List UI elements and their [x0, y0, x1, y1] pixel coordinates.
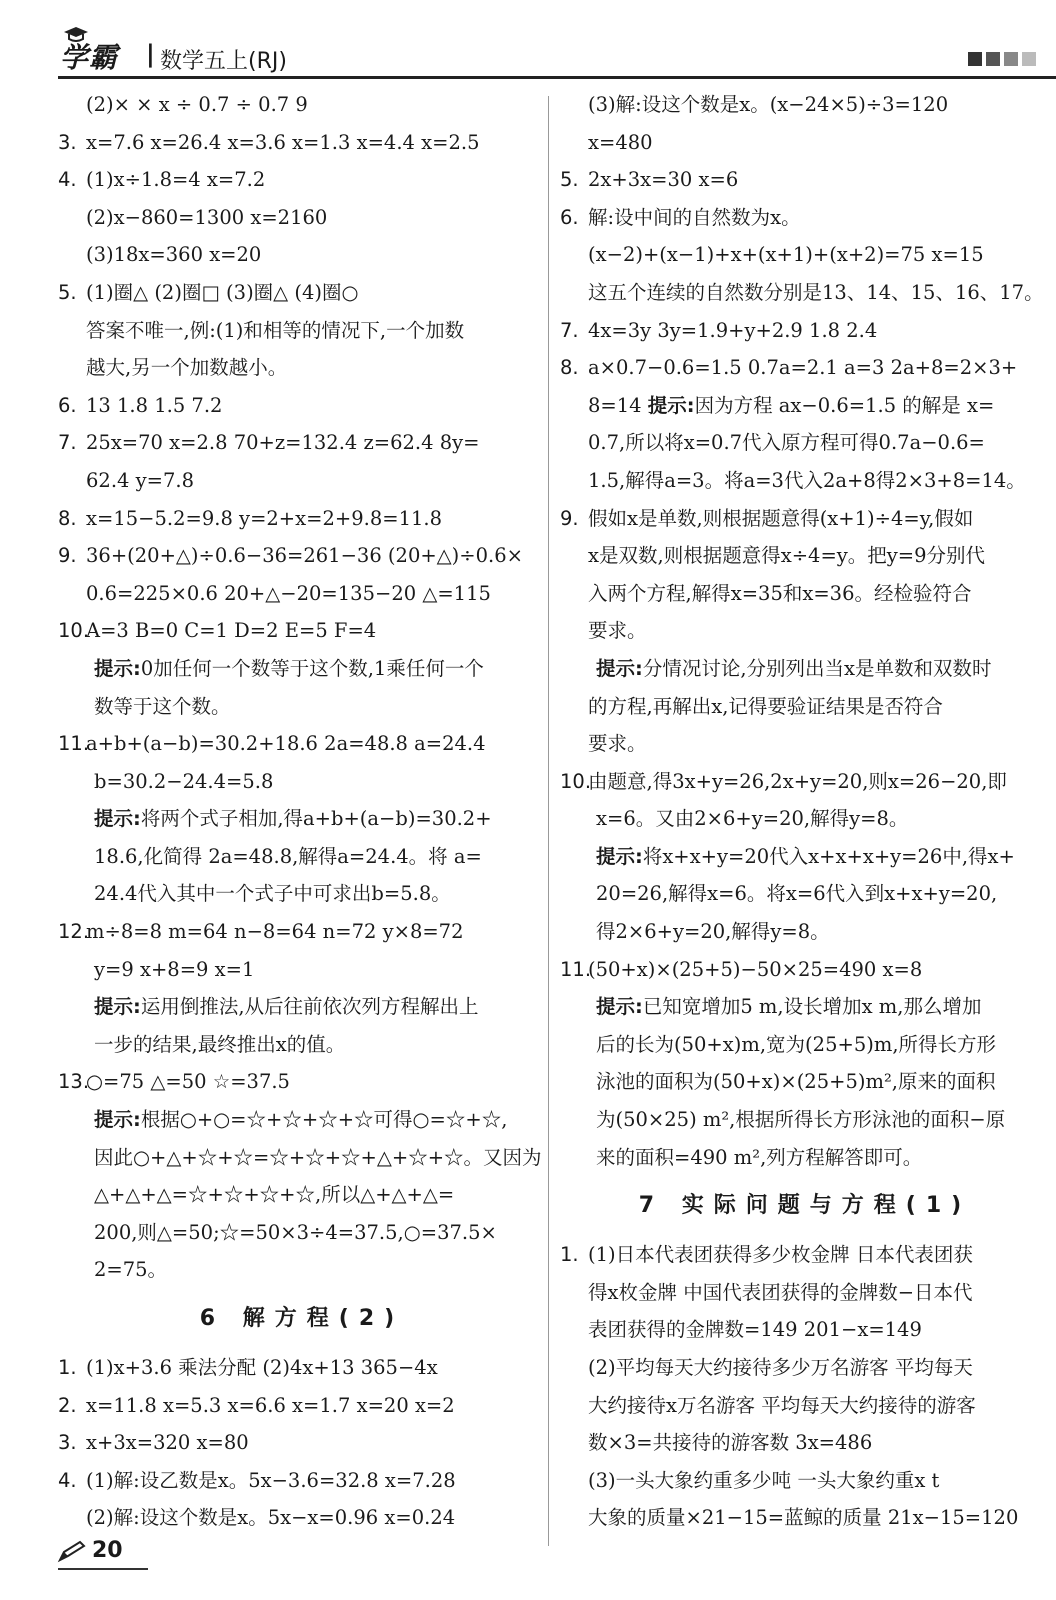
- answer-line: [58, 725, 546, 763]
- answer-line: [58, 951, 546, 989]
- answer-text: 解:设中间的自然数为x。: [588, 205, 801, 229]
- question-number: 4.: [58, 168, 77, 192]
- answer-text: 8=14: [588, 393, 648, 417]
- answer-line: [560, 1499, 1050, 1537]
- hint-label: 提示:: [596, 995, 643, 1019]
- answer-line: [58, 1176, 546, 1214]
- answer-line: [560, 312, 1050, 350]
- answer-text: (50+x)×(25+5)−50×25=490 x=8: [588, 957, 923, 981]
- answer-line: [560, 688, 1050, 726]
- question-number: 1.: [58, 1356, 77, 1379]
- answer-text: 泳池的面积为(50+x)×(25+5)m²,原来的面积: [596, 1070, 996, 1094]
- answer-text: A=3 B=0 C=1 D=2 E=5 F=4: [86, 619, 377, 643]
- answer-text: 20=26,解得x=6。将x=6代入到x+x+y=20,: [596, 882, 998, 906]
- answer-text: 62.4 y=7.8: [86, 468, 194, 492]
- answer-line: [58, 800, 546, 838]
- answer-line: [560, 1274, 1050, 1312]
- section-title: 6 解方程(2): [199, 1306, 405, 1331]
- answer-line: [58, 1424, 546, 1462]
- answer-line: [560, 1236, 1050, 1274]
- footer-rule: [58, 1568, 148, 1570]
- answer-line: [560, 951, 1050, 989]
- question-number: 8.: [560, 356, 579, 380]
- hint-text: 分情况讨论,分别列出当x是单数和双数时: [642, 656, 992, 680]
- answer-line: [58, 1387, 546, 1425]
- answer-line: [560, 236, 1050, 274]
- header-square-icon: [1022, 52, 1036, 66]
- answer-line: [560, 462, 1050, 500]
- question-number: 12.: [58, 920, 90, 944]
- hint-label: 提示:: [94, 807, 141, 831]
- answer-text: x=11.8 x=5.3 x=6.6 x=1.7 x=20 x=2: [86, 1393, 455, 1417]
- answer-text: y=9 x+8=9 x=1: [94, 957, 255, 981]
- answer-line: [560, 725, 1050, 763]
- question-number: 4.: [58, 1468, 77, 1492]
- answer-line: [58, 124, 546, 162]
- answer-text: 的方程,再解出x,记得要验证结果是否符合: [588, 694, 943, 718]
- answer-text: 答案不唯一,例:(1)和相等的情况下,一个加数: [86, 318, 465, 342]
- answer-text: 18.6,化简得 2a=48.8,解得a=24.4。将 a=: [94, 844, 482, 868]
- answer-line: [560, 537, 1050, 575]
- answer-line: [58, 236, 546, 274]
- answer-text: 越大,另一个加数越小。: [86, 356, 288, 380]
- brand-logo: 学霸: [60, 41, 119, 74]
- question-number: 8.: [58, 506, 77, 530]
- answer-text: (2)x−860=1300 x=2160: [86, 205, 328, 229]
- answer-text: 表团获得的金牌数=149 201−x=149: [588, 1318, 922, 1342]
- answer-line: [58, 988, 546, 1026]
- answer-text: △+△+△=☆+☆+☆+☆,所以△+△+△=: [94, 1183, 455, 1207]
- answer-text: x=15−5.2=9.8 y=2+x=2+9.8=11.8: [86, 506, 442, 530]
- pencil-icon: [56, 1540, 88, 1564]
- question-number: 9.: [58, 544, 77, 568]
- right-column: [560, 86, 1050, 1537]
- hint-text: 因为方程 ax−0.6=1.5 的解是 x=: [694, 393, 995, 417]
- answer-text: 为(50×25) m²,根据所得长方形泳池的面积−原: [596, 1108, 1006, 1132]
- answer-line: [58, 575, 546, 613]
- answer-line: [58, 1251, 546, 1289]
- answer-line: [58, 612, 546, 650]
- question-number: 11.: [560, 957, 592, 981]
- answer-text: 要求。: [588, 732, 647, 756]
- answer-text: (3)一头大象约重多少吨 一头大象约重x t: [588, 1468, 940, 1492]
- header-separator: |: [146, 40, 155, 68]
- answer-text: 大象的质量×21−15=蓝鲸的质量 21x−15=120: [588, 1506, 1019, 1530]
- answer-line: [560, 575, 1050, 613]
- answer-text: 36+(20+△)÷0.6−36=261−36 (20+△)÷0.6×: [86, 544, 523, 568]
- hint-label: 提示:: [647, 393, 695, 417]
- answer-text: 数×3=共接待的游客数 3x=486: [588, 1431, 873, 1455]
- answer-line: [560, 838, 1050, 876]
- answer-text: 得x枚金牌 中国代表团获得的金牌数−日本代: [588, 1280, 973, 1304]
- answer-text: (1)圈△ (2)圈□ (3)圈△ (4)圈○: [86, 280, 359, 304]
- answer-text: 得2×6+y=20,解得y=8。: [596, 920, 830, 944]
- answer-text: 1.5,解得a=3。将a=3代入2a+8得2×3+8=14。: [588, 468, 1026, 492]
- answer-line: [58, 312, 546, 350]
- answer-text: 后的长为(50+x)m,宽为(25+5)m,所得长方形: [596, 1032, 997, 1056]
- answer-line: [560, 913, 1050, 951]
- question-number: 6.: [560, 205, 579, 229]
- answer-line: [560, 988, 1050, 1026]
- answer-text: 来的面积=490 m²,列方程解答即可。: [596, 1145, 923, 1169]
- answer-line: [560, 124, 1050, 162]
- answer-text: 要求。: [588, 619, 647, 643]
- answer-line: [58, 1462, 546, 1500]
- answer-line: [560, 1026, 1050, 1064]
- answer-line: [560, 1424, 1050, 1462]
- page-number: 20: [92, 1538, 123, 1563]
- answer-text: 因此○+△+☆+☆=☆+☆+☆+△+☆+☆。又因为: [94, 1145, 542, 1169]
- answer-text: 入两个方程,解得x=35和x=36。经检验符合: [588, 581, 972, 605]
- question-number: 11.: [58, 732, 90, 756]
- answer-text: b=30.2−24.4=5.8: [94, 769, 274, 793]
- answer-text: m÷8=8 m=64 n−8=64 n=72 y×8=72: [86, 920, 464, 944]
- header-square-icon: [986, 52, 1000, 66]
- answer-line: [58, 537, 546, 575]
- answer-line: [560, 86, 1050, 124]
- answer-text: (2)解:设这个数是x。5x−x=0.96 x=0.24: [86, 1506, 456, 1530]
- answer-text: x=480: [588, 130, 653, 154]
- answer-text: (1)日本代表团获得多少枚金牌 日本代表团获: [588, 1243, 973, 1267]
- answer-text: 13 1.8 1.5 7.2: [86, 393, 223, 417]
- header-square-icon: [968, 52, 982, 66]
- question-number: 5.: [560, 168, 579, 192]
- subject-title: 数学五上(RJ): [160, 49, 287, 74]
- answer-text: ○=75 △=50 ☆=37.5: [86, 1070, 290, 1094]
- answer-line: [58, 650, 546, 688]
- answer-line: [560, 1387, 1050, 1425]
- question-number: 3.: [58, 130, 77, 154]
- answer-text: (1)x+3.6 乘法分配 (2)4x+13 365−4x: [86, 1356, 438, 1379]
- answer-line: [58, 913, 546, 951]
- hint-text: 将两个式子相加,得a+b+(a−b)=30.2+: [140, 807, 492, 831]
- question-number: 10.: [58, 619, 90, 643]
- answer-line: [58, 1026, 546, 1064]
- hint-label: 提示:: [94, 1108, 141, 1132]
- answer-text: (x−2)+(x−1)+x+(x+1)+(x+2)=75 x=15: [588, 243, 984, 267]
- question-number: 6.: [58, 393, 77, 417]
- answer-line: [58, 1063, 546, 1101]
- question-number: 7.: [58, 431, 77, 455]
- answer-text: (3)解:设这个数是x。(x−24×5)÷3=120: [588, 93, 949, 116]
- answer-line: [58, 1139, 546, 1177]
- answer-line: [58, 349, 546, 387]
- hint-text: 已知宽增加5 m,设长增加x m,那么增加: [642, 995, 982, 1019]
- answer-line: [58, 387, 546, 425]
- answer-text: 2x+3x=30 x=6: [588, 168, 739, 192]
- answer-line: [58, 86, 546, 124]
- answer-text: 25x=70 x=2.8 70+z=132.4 z=62.4 8y=: [86, 431, 480, 455]
- left-column: [58, 86, 546, 1537]
- answer-line: [560, 161, 1050, 199]
- header-rule: [58, 76, 1056, 79]
- answer-line: [58, 274, 546, 312]
- answer-text: 200,则△=50;☆=50×3÷4=37.5,○=37.5×: [94, 1220, 497, 1244]
- answer-line: [560, 1101, 1050, 1139]
- answer-line: [58, 763, 546, 801]
- answer-text: 由题意,得3x+y=26,2x+y=20,则x=26−20,即: [588, 769, 1007, 793]
- answer-text: (1)解:设乙数是x。5x−3.6=32.8 x=7.28: [86, 1468, 456, 1492]
- answer-text: 4x=3y 3y=1.9+y+2.9 1.8 2.4: [588, 318, 878, 342]
- answer-text: a×0.7−0.6=1.5 0.7a=2.1 a=3 2a+8=2×3+: [588, 356, 1018, 380]
- question-number: 1.: [560, 1243, 579, 1267]
- answer-text: (3)18x=360 x=20: [86, 243, 262, 267]
- answer-line: [560, 612, 1050, 650]
- answer-line: [58, 424, 546, 462]
- question-number: 2.: [58, 1393, 77, 1417]
- answer-text: 数等于这个数。: [94, 694, 231, 718]
- hint-text: 运用倒推法,从后往前依次列方程解出上: [140, 995, 479, 1019]
- answer-line: [560, 1349, 1050, 1387]
- answer-line: [560, 1063, 1050, 1101]
- hint-label: 提示:: [94, 995, 141, 1019]
- hint-text: 根据○+○=☆+☆+☆+☆可得○=☆+☆,: [140, 1108, 508, 1132]
- answer-line: [560, 500, 1050, 538]
- answer-text: 一步的结果,最终推出x的值。: [94, 1032, 346, 1056]
- hint-label: 提示:: [94, 656, 141, 680]
- header-square-icon: [1004, 52, 1018, 66]
- answer-line: [560, 387, 1050, 425]
- answer-line: [58, 875, 546, 913]
- hint-text: 将x+x+y=20代入x+x+x+y=26中,得x+: [642, 844, 1015, 868]
- answer-line: [58, 199, 546, 237]
- answer-text: 0.6=225×0.6 20+△−20=135−20 △=115: [86, 581, 491, 605]
- answer-line: [58, 161, 546, 199]
- answer-line: [58, 1349, 546, 1387]
- answer-line: [560, 1462, 1050, 1500]
- answer-line: [58, 462, 546, 500]
- answer-line: [560, 1311, 1050, 1349]
- hint-label: 提示:: [596, 656, 643, 680]
- hint-text: 0加任何一个数等于这个数,1乘任何一个: [140, 656, 484, 680]
- answer-text: x+3x=320 x=80: [86, 1431, 249, 1455]
- answer-text: x=7.6 x=26.4 x=3.6 x=1.3 x=4.4 x=2.5: [86, 130, 480, 154]
- answer-line: [560, 875, 1050, 913]
- answer-line: [560, 800, 1050, 838]
- answer-line: [58, 500, 546, 538]
- answer-text: 这五个连续的自然数分别是13、14、15、16、17。: [588, 280, 1044, 304]
- answer-line: [560, 274, 1050, 312]
- answer-text: 假如x是单数,则根据题意得(x+1)÷4=y,假如: [588, 506, 974, 530]
- question-number: 3.: [58, 1431, 77, 1455]
- hint-label: 提示:: [596, 844, 643, 868]
- question-number: 13.: [58, 1070, 90, 1094]
- answer-text: x是双数,则根据题意得x÷4=y。把y=9分别代: [588, 544, 986, 568]
- question-number: 10.: [560, 769, 592, 793]
- question-number: 9.: [560, 506, 579, 530]
- question-number: 5.: [58, 280, 77, 304]
- answer-text: (1)x÷1.8=4 x=7.2: [86, 168, 266, 192]
- answer-line: [560, 650, 1050, 688]
- answer-line: [58, 1101, 546, 1139]
- answer-line: [58, 1499, 546, 1537]
- answer-text: 0.7,所以将x=0.7代入原方程可得0.7a−0.6=: [588, 431, 985, 455]
- answer-line: [560, 349, 1050, 387]
- answer-text: a+b+(a−b)=30.2+18.6 2a=48.8 a=24.4: [86, 732, 486, 756]
- answer-line: [560, 763, 1050, 801]
- answer-line: [58, 838, 546, 876]
- answer-text: 24.4代入其中一个式子中可求出b=5.8。: [94, 882, 451, 906]
- answer-text: x=6。又由2×6+y=20,解得y=8。: [596, 807, 909, 831]
- page-header: [0, 0, 1056, 84]
- answer-line: [58, 688, 546, 726]
- answer-line: [560, 199, 1050, 237]
- question-number: 7.: [560, 318, 579, 342]
- column-divider: [548, 96, 549, 1546]
- answer-text: 2=75。: [94, 1258, 168, 1282]
- answer-line: [560, 424, 1050, 462]
- answer-text: (2)平均每天大约接待多少万名游客 平均每天: [588, 1356, 973, 1379]
- answer-line: [560, 1139, 1050, 1177]
- answer-text: (2)× × x ÷ 0.7 ÷ 0.7 9: [86, 93, 308, 116]
- section-title: 7 实际问题与方程(1): [638, 1193, 972, 1219]
- answer-text: 大约接待x万名游客 平均每天大约接待的游客: [588, 1393, 976, 1417]
- answer-line: [58, 1214, 546, 1252]
